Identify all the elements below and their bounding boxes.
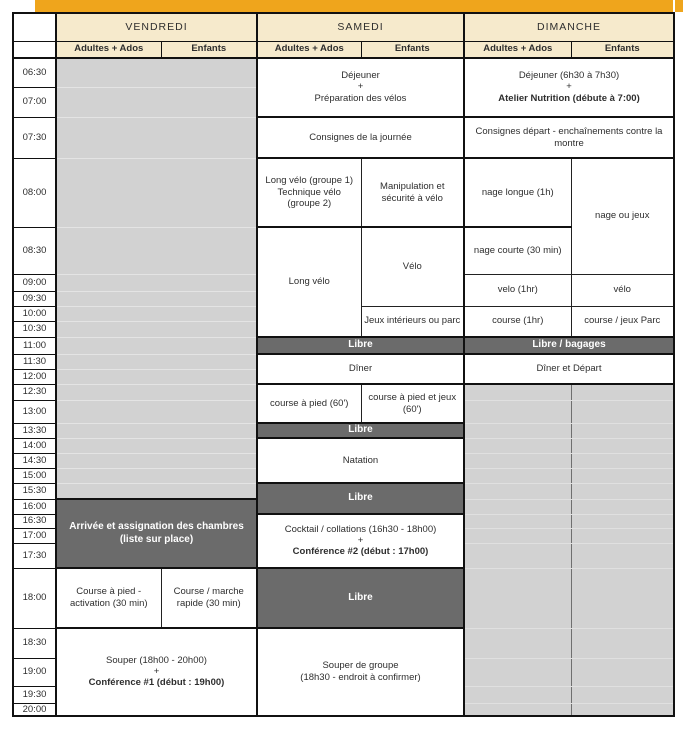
cell-sat-run60 bbox=[257, 384, 361, 423]
cell-text: nage courte (30 min) bbox=[473, 244, 562, 256]
time-label: 14:00 bbox=[13, 438, 56, 453]
friday-blocked-cell bbox=[56, 158, 257, 227]
cell-sat-cocktail bbox=[257, 514, 464, 568]
sunday-blocked-cell bbox=[571, 499, 674, 514]
cell-text: Course / marche rapide (30 min) bbox=[173, 586, 244, 609]
time-label: 15:00 bbox=[13, 468, 56, 483]
schedule-table bbox=[12, 12, 675, 717]
cell-sun-run-park bbox=[571, 306, 674, 337]
cell-sat-run-games60 bbox=[361, 384, 464, 423]
sunday-blocked-cell bbox=[464, 400, 571, 423]
time-label: 18:00 bbox=[13, 568, 56, 628]
subheader-samedi-enfants: Enfants bbox=[361, 41, 464, 58]
sunday-blocked-cell bbox=[464, 543, 571, 568]
sunday-blocked-cell bbox=[464, 438, 571, 453]
cell-text: Consignes de la journée bbox=[309, 131, 412, 143]
cell-sun-breakfast bbox=[464, 58, 674, 117]
sunday-blocked-cell bbox=[464, 384, 571, 400]
time-label: 07:00 bbox=[13, 87, 56, 117]
cell-sat-indoor-games bbox=[361, 306, 464, 337]
cell-text-bold: Atelier Nutrition (débute à 7:00) bbox=[498, 92, 640, 104]
header-corner bbox=[13, 13, 56, 41]
cell-text: Libre / bagages bbox=[532, 339, 606, 351]
cell-text: Libre bbox=[348, 492, 373, 504]
friday-blocked-cell bbox=[56, 438, 257, 453]
cell-text: Libre bbox=[348, 591, 373, 603]
cell-fri-run-walk bbox=[161, 568, 257, 628]
time-label: 09:00 bbox=[13, 274, 56, 291]
cell-sat-long-velo-groups bbox=[257, 158, 361, 227]
friday-blocked-cell bbox=[56, 354, 257, 369]
sunday-blocked-cell bbox=[571, 658, 674, 686]
cell-text: Libre bbox=[348, 339, 373, 351]
sunday-blocked-cell bbox=[464, 528, 571, 543]
top-accent-bar bbox=[35, 0, 673, 12]
cell-sat-lunch bbox=[257, 354, 464, 384]
cell-text-bold: Conférence #2 (début : 17h00) bbox=[292, 546, 429, 558]
cell-text: Manipulation et sécurité à vélo bbox=[380, 180, 445, 204]
time-label: 14:30 bbox=[13, 453, 56, 468]
cell-text: Déjeuner (6h30 à 7h30) bbox=[518, 70, 620, 82]
cell-text: Natation bbox=[342, 454, 379, 466]
time-label: 13:00 bbox=[13, 400, 56, 423]
cell-text: nage longue (1h) bbox=[481, 186, 554, 198]
sunday-blocked-cell bbox=[571, 543, 674, 568]
sunday-blocked-cell bbox=[571, 568, 674, 628]
cell-fri-run-activation bbox=[56, 568, 161, 628]
cell-text: course à pied et jeux (60') bbox=[368, 391, 457, 415]
time-label: 07:30 bbox=[13, 117, 56, 158]
time-label: 17:30 bbox=[13, 543, 56, 568]
cell-text: (18h30 - endroit à confirmer) bbox=[300, 672, 421, 684]
friday-blocked-cell bbox=[56, 384, 257, 400]
sunday-blocked-cell bbox=[464, 453, 571, 468]
sunday-blocked-cell bbox=[464, 423, 571, 438]
sunday-blocked-cell bbox=[571, 703, 674, 716]
cell-sun-long-swim bbox=[464, 158, 571, 227]
cell-sat-long-velo bbox=[257, 227, 361, 337]
friday-blocked-cell bbox=[56, 227, 257, 274]
sunday-blocked-cell bbox=[571, 686, 674, 703]
sunday-blocked-cell bbox=[464, 686, 571, 703]
sunday-blocked-cell bbox=[464, 568, 571, 628]
subheader-vendredi-enfants: Enfants bbox=[161, 41, 257, 58]
time-label: 11:30 bbox=[13, 354, 56, 369]
day-header-vendredi: VENDREDI bbox=[56, 13, 257, 41]
time-label: 13:30 bbox=[13, 423, 56, 438]
cell-text: Dîner bbox=[348, 363, 373, 375]
cell-text: Long vélo bbox=[288, 276, 330, 288]
friday-blocked-cell bbox=[56, 468, 257, 483]
cell-text: Technique vélo (groupe 2) bbox=[277, 186, 341, 210]
cell-text: velo (1hr) bbox=[497, 284, 538, 296]
subheader-corner bbox=[13, 41, 56, 58]
cell-sat-libre-band bbox=[257, 483, 464, 514]
time-label: 18:30 bbox=[13, 628, 56, 658]
sunday-blocked-cell bbox=[464, 703, 571, 716]
friday-blocked-cell bbox=[56, 423, 257, 438]
cell-sat-group-dinner bbox=[257, 628, 464, 716]
cell-text: nage ou jeux bbox=[595, 210, 650, 222]
time-label: 10:00 bbox=[13, 306, 56, 321]
sunday-blocked-cell bbox=[464, 514, 571, 528]
time-label: 19:30 bbox=[13, 686, 56, 703]
sunday-blocked-cell bbox=[571, 423, 674, 438]
cell-sat-bike-safety bbox=[361, 158, 464, 227]
cell-text: course / jeux Parc bbox=[584, 315, 661, 327]
cell-sat-libre-band bbox=[257, 568, 464, 628]
friday-blocked-cell bbox=[56, 321, 257, 337]
time-label: 16:00 bbox=[13, 499, 56, 514]
sunday-blocked-cell bbox=[464, 468, 571, 483]
cell-text: course (1hr) bbox=[492, 315, 544, 327]
day-header-dimanche: DIMANCHE bbox=[464, 13, 674, 41]
cell-sun-bike-1hr bbox=[464, 274, 571, 306]
cell-text: Déjeuner bbox=[341, 70, 380, 82]
sunday-blocked-cell bbox=[571, 400, 674, 423]
top-accent-bar-end bbox=[675, 0, 683, 12]
cell-sat-breakfast bbox=[257, 58, 464, 117]
cell-text: Arrivée et assignation des chambres bbox=[69, 521, 244, 532]
cell-sat-briefing bbox=[257, 117, 464, 158]
sunday-blocked-cell bbox=[571, 468, 674, 483]
friday-blocked-cell bbox=[56, 291, 257, 306]
time-label: 08:30 bbox=[13, 227, 56, 274]
time-label: 10:30 bbox=[13, 321, 56, 337]
cell-text: Dîner et Départ bbox=[536, 363, 602, 375]
friday-blocked-cell bbox=[56, 483, 257, 499]
cell-text: + bbox=[566, 81, 572, 93]
cell-text: Souper de groupe bbox=[322, 660, 399, 672]
cell-sat-libre-band bbox=[257, 423, 464, 438]
friday-blocked-cell bbox=[56, 274, 257, 291]
cell-sun-bike-kids bbox=[571, 274, 674, 306]
sunday-blocked-cell bbox=[571, 438, 674, 453]
cell-text: (liste sur place) bbox=[119, 533, 194, 545]
sunday-blocked-cell bbox=[464, 483, 571, 499]
friday-blocked-cell bbox=[56, 58, 257, 87]
friday-blocked-cell bbox=[56, 306, 257, 321]
sunday-blocked-cell bbox=[571, 483, 674, 499]
sunday-blocked-cell bbox=[571, 514, 674, 528]
cell-sat-velo bbox=[361, 227, 464, 306]
cell-text: Long vélo (groupe 1) bbox=[265, 174, 354, 186]
cell-text: course à pied (60') bbox=[270, 397, 349, 409]
friday-blocked-cell bbox=[56, 337, 257, 354]
subheader-vendredi-adultes: Adultes + Ados bbox=[56, 41, 161, 58]
cell-text: Préparation des vélos bbox=[314, 92, 407, 104]
cell-text: Vélo bbox=[402, 260, 422, 272]
cell-text: Souper (18h00 - 20h00) bbox=[106, 655, 207, 667]
sunday-blocked-cell bbox=[464, 658, 571, 686]
cell-text-bold: Conférence #1 (début : 19h00) bbox=[88, 677, 225, 689]
subheader-samedi-adultes: Adultes + Ados bbox=[257, 41, 361, 58]
subheader-dimanche-adultes: Adultes + Ados bbox=[464, 41, 571, 58]
cell-sun-briefing bbox=[464, 117, 674, 158]
sunday-blocked-cell bbox=[571, 628, 674, 658]
sunday-blocked-cell bbox=[571, 384, 674, 400]
cell-sat-swim bbox=[257, 438, 464, 483]
cell-sat-libre-band bbox=[257, 337, 464, 354]
subheader-dimanche-enfants: Enfants bbox=[571, 41, 674, 58]
time-label: 06:30 bbox=[13, 58, 56, 87]
time-label: 12:00 bbox=[13, 369, 56, 384]
sunday-blocked-cell bbox=[464, 499, 571, 514]
cell-sun-lunch-departure bbox=[464, 354, 674, 384]
cell-fri-dinner bbox=[56, 628, 257, 716]
sunday-blocked-cell bbox=[464, 628, 571, 658]
cell-text: Course à pied - activation (30 min) bbox=[69, 586, 148, 609]
time-label: 09:30 bbox=[13, 291, 56, 306]
cell-text: vélo bbox=[613, 284, 631, 296]
time-label: 11:00 bbox=[13, 337, 56, 354]
cell-sun-short-swim bbox=[464, 227, 571, 274]
time-label: 08:00 bbox=[13, 158, 56, 227]
friday-blocked-cell bbox=[56, 87, 257, 117]
friday-blocked-cell bbox=[56, 117, 257, 158]
sunday-blocked-cell bbox=[571, 528, 674, 543]
time-label: 15:30 bbox=[13, 483, 56, 499]
cell-text: + bbox=[357, 81, 364, 93]
time-label: 20:00 bbox=[13, 703, 56, 716]
friday-blocked-cell bbox=[56, 400, 257, 423]
cell-text: + bbox=[357, 534, 364, 546]
cell-sun-swim-or-games bbox=[571, 158, 674, 274]
time-label: 12:30 bbox=[13, 384, 56, 400]
time-label: 19:00 bbox=[13, 658, 56, 686]
cell-text: Cocktail / collations (16h30 - 18h00) bbox=[284, 523, 437, 535]
friday-blocked-cell bbox=[56, 369, 257, 384]
cell-sun-run-1hr bbox=[464, 306, 571, 337]
time-label: 16:30 bbox=[13, 514, 56, 528]
cell-text: Jeux intérieurs ou parc bbox=[364, 315, 461, 327]
cell-text: Libre bbox=[348, 424, 373, 436]
friday-blocked-cell bbox=[56, 453, 257, 468]
cell-sun-libre-bagages-band bbox=[464, 337, 674, 354]
cell-text: Consignes départ - enchaînements contre la montre bbox=[475, 125, 663, 149]
time-label: 17:00 bbox=[13, 528, 56, 543]
sunday-blocked-cell bbox=[571, 453, 674, 468]
cell-text: + bbox=[153, 665, 160, 677]
cell-fri-arrival bbox=[56, 499, 257, 568]
day-header-samedi: SAMEDI bbox=[257, 13, 464, 41]
